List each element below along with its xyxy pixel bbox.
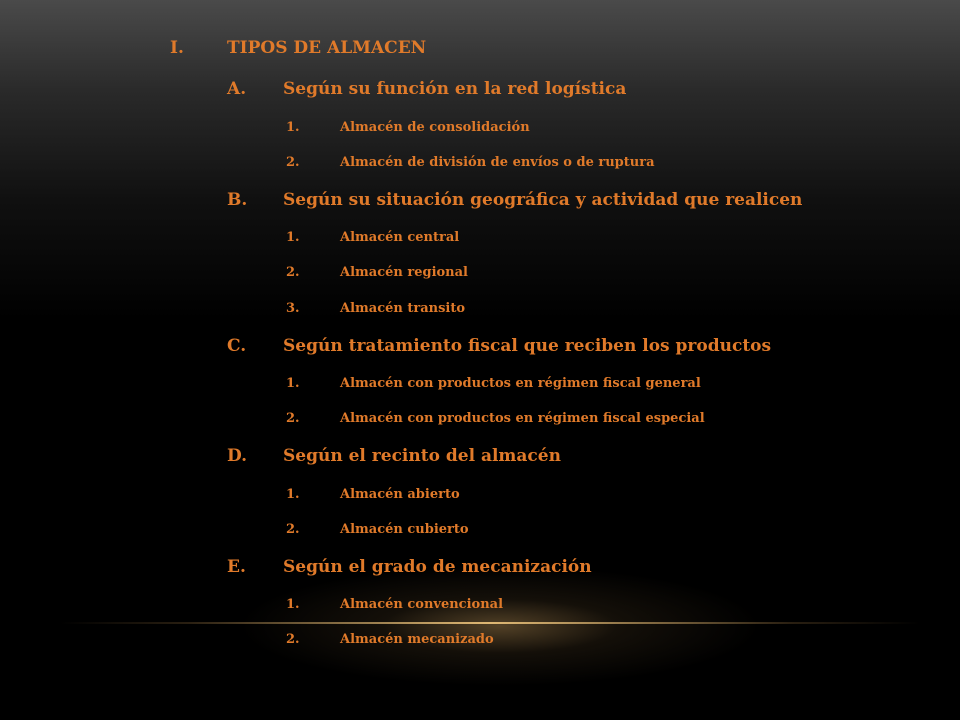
item-marker: 2. bbox=[286, 522, 300, 537]
item-label: Almacén transito bbox=[340, 301, 466, 316]
item-marker: 3. bbox=[286, 301, 300, 316]
item-label: Almacén de consolidación bbox=[340, 120, 530, 135]
item-label: Almacén convencional bbox=[340, 597, 504, 612]
item-label: Almacén con productos en régimen fiscal general bbox=[340, 376, 701, 391]
item-label: Almacén de división de envíos o de ruptura bbox=[340, 155, 655, 170]
item-marker: 2. bbox=[286, 155, 300, 170]
item-marker: 2. bbox=[286, 265, 300, 280]
item-marker: 1. bbox=[286, 376, 300, 391]
item-label: Almacén abierto bbox=[340, 487, 460, 502]
heading-title: TIPOS DE ALMACEN bbox=[227, 38, 427, 58]
item-label: Almacén con productos en régimen fiscal especial bbox=[340, 411, 705, 426]
decorative-glow-line bbox=[60, 622, 920, 624]
item-marker: 2. bbox=[286, 632, 300, 647]
section-title: Según el recinto del almacén bbox=[283, 446, 561, 466]
item-label: Almacén cubierto bbox=[340, 522, 469, 537]
section-marker: A. bbox=[227, 79, 247, 99]
section-marker: C. bbox=[227, 336, 247, 356]
section-title: Según su función en la red logística bbox=[283, 79, 627, 99]
item-marker: 1. bbox=[286, 597, 300, 612]
item-marker: 1. bbox=[286, 120, 300, 135]
section-marker: D. bbox=[227, 446, 248, 466]
section-marker: E. bbox=[227, 557, 246, 577]
item-marker: 1. bbox=[286, 230, 300, 245]
section-marker: B. bbox=[227, 190, 248, 210]
section-title: Según tratamiento fiscal que reciben los productos bbox=[283, 336, 772, 356]
heading-marker: I. bbox=[170, 38, 184, 58]
item-label: Almacén regional bbox=[340, 265, 469, 280]
item-label: Almacén central bbox=[340, 230, 460, 245]
item-marker: 2. bbox=[286, 411, 300, 426]
section-title: Según su situación geográfica y actividad que realicen bbox=[283, 190, 803, 210]
item-label: Almacén mecanizado bbox=[340, 632, 494, 647]
item-marker: 1. bbox=[286, 487, 300, 502]
section-title: Según el grado de mecanización bbox=[283, 557, 592, 577]
